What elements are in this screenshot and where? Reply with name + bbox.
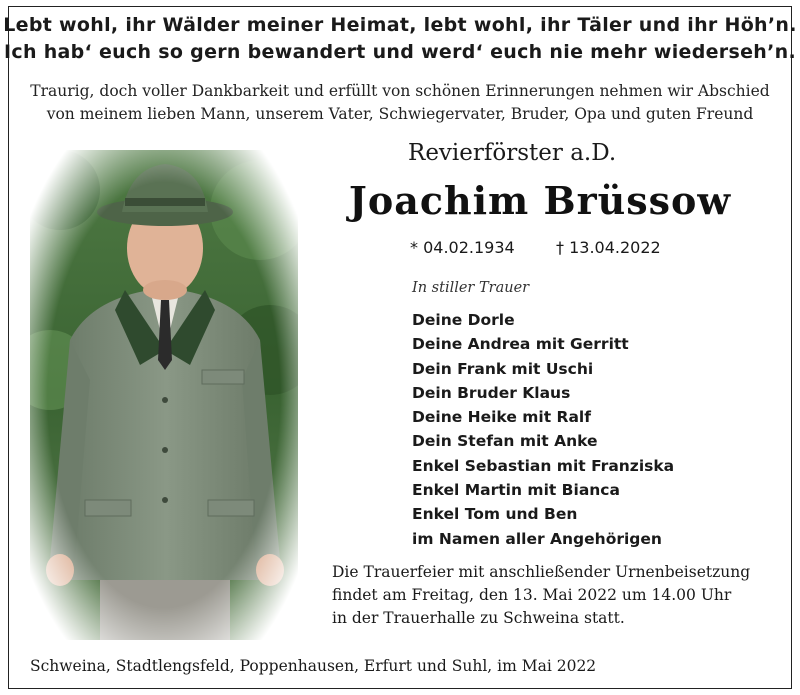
mourners-list xyxy=(412,308,674,551)
intro-line-1: Traurig, doch voller Dankbarkeit und erfüllt von schönen Erinnerungen nehmen wir Abschied xyxy=(30,82,770,100)
portrait-photo xyxy=(30,150,298,640)
deceased-name: Joachim Brüssow xyxy=(348,178,732,223)
list-item: Enkel Martin mit Bianca xyxy=(412,481,620,500)
grief-label: In stiller Trauer xyxy=(412,280,530,296)
list-item: Enkel Tom und Ben xyxy=(412,505,578,524)
ceremony-line-2: findet am Freitag, den 13. Mai 2022 um 14.00 Uhr xyxy=(332,586,732,604)
death-date: † 13.04.2022 xyxy=(556,238,661,257)
birth-date: * 04.02.1934 xyxy=(410,238,515,257)
list-item: Deine Dorle xyxy=(412,311,515,329)
deceased-title: Revierförster a.D. xyxy=(408,140,617,166)
list-item: Deine Heike mit Ralf xyxy=(412,408,591,427)
list-item: im Namen aller Angehörigen xyxy=(412,529,662,548)
intro-line-2: von meinem lieben Mann, unserem Vater, Schwiegervater, Bruder, Opa und guten Freund xyxy=(46,105,754,123)
list-item: Dein Bruder Klaus xyxy=(412,383,571,402)
poem-line-2: Ich hab‘ euch so gern bewandert und werd‘ euch nie mehr wiederseh’n. xyxy=(4,41,796,63)
footer-places-date: Schweina, Stadtlengsfeld, Poppenhausen, Erfurt und Suhl, im Mai 2022 xyxy=(30,657,597,675)
list-item: Enkel Sebastian mit Franziska xyxy=(412,456,675,475)
list-item: Dein Stefan mit Anke xyxy=(412,432,598,451)
list-item: Dein Frank mit Uschi xyxy=(412,359,594,378)
list-item: Deine Andrea mit Gerritt xyxy=(412,335,629,354)
ceremony-line-1: Die Trauerfeier mit anschließender Urnenbeisetzung xyxy=(332,563,751,581)
poem-line-1: Lebt wohl, ihr Wälder meiner Heimat, lebt wohl, ihr Täler und ihr Höh’n. xyxy=(3,14,797,36)
ceremony-info xyxy=(332,561,750,630)
ceremony-line-3: in der Trauerhalle zu Schweina statt. xyxy=(332,609,625,627)
